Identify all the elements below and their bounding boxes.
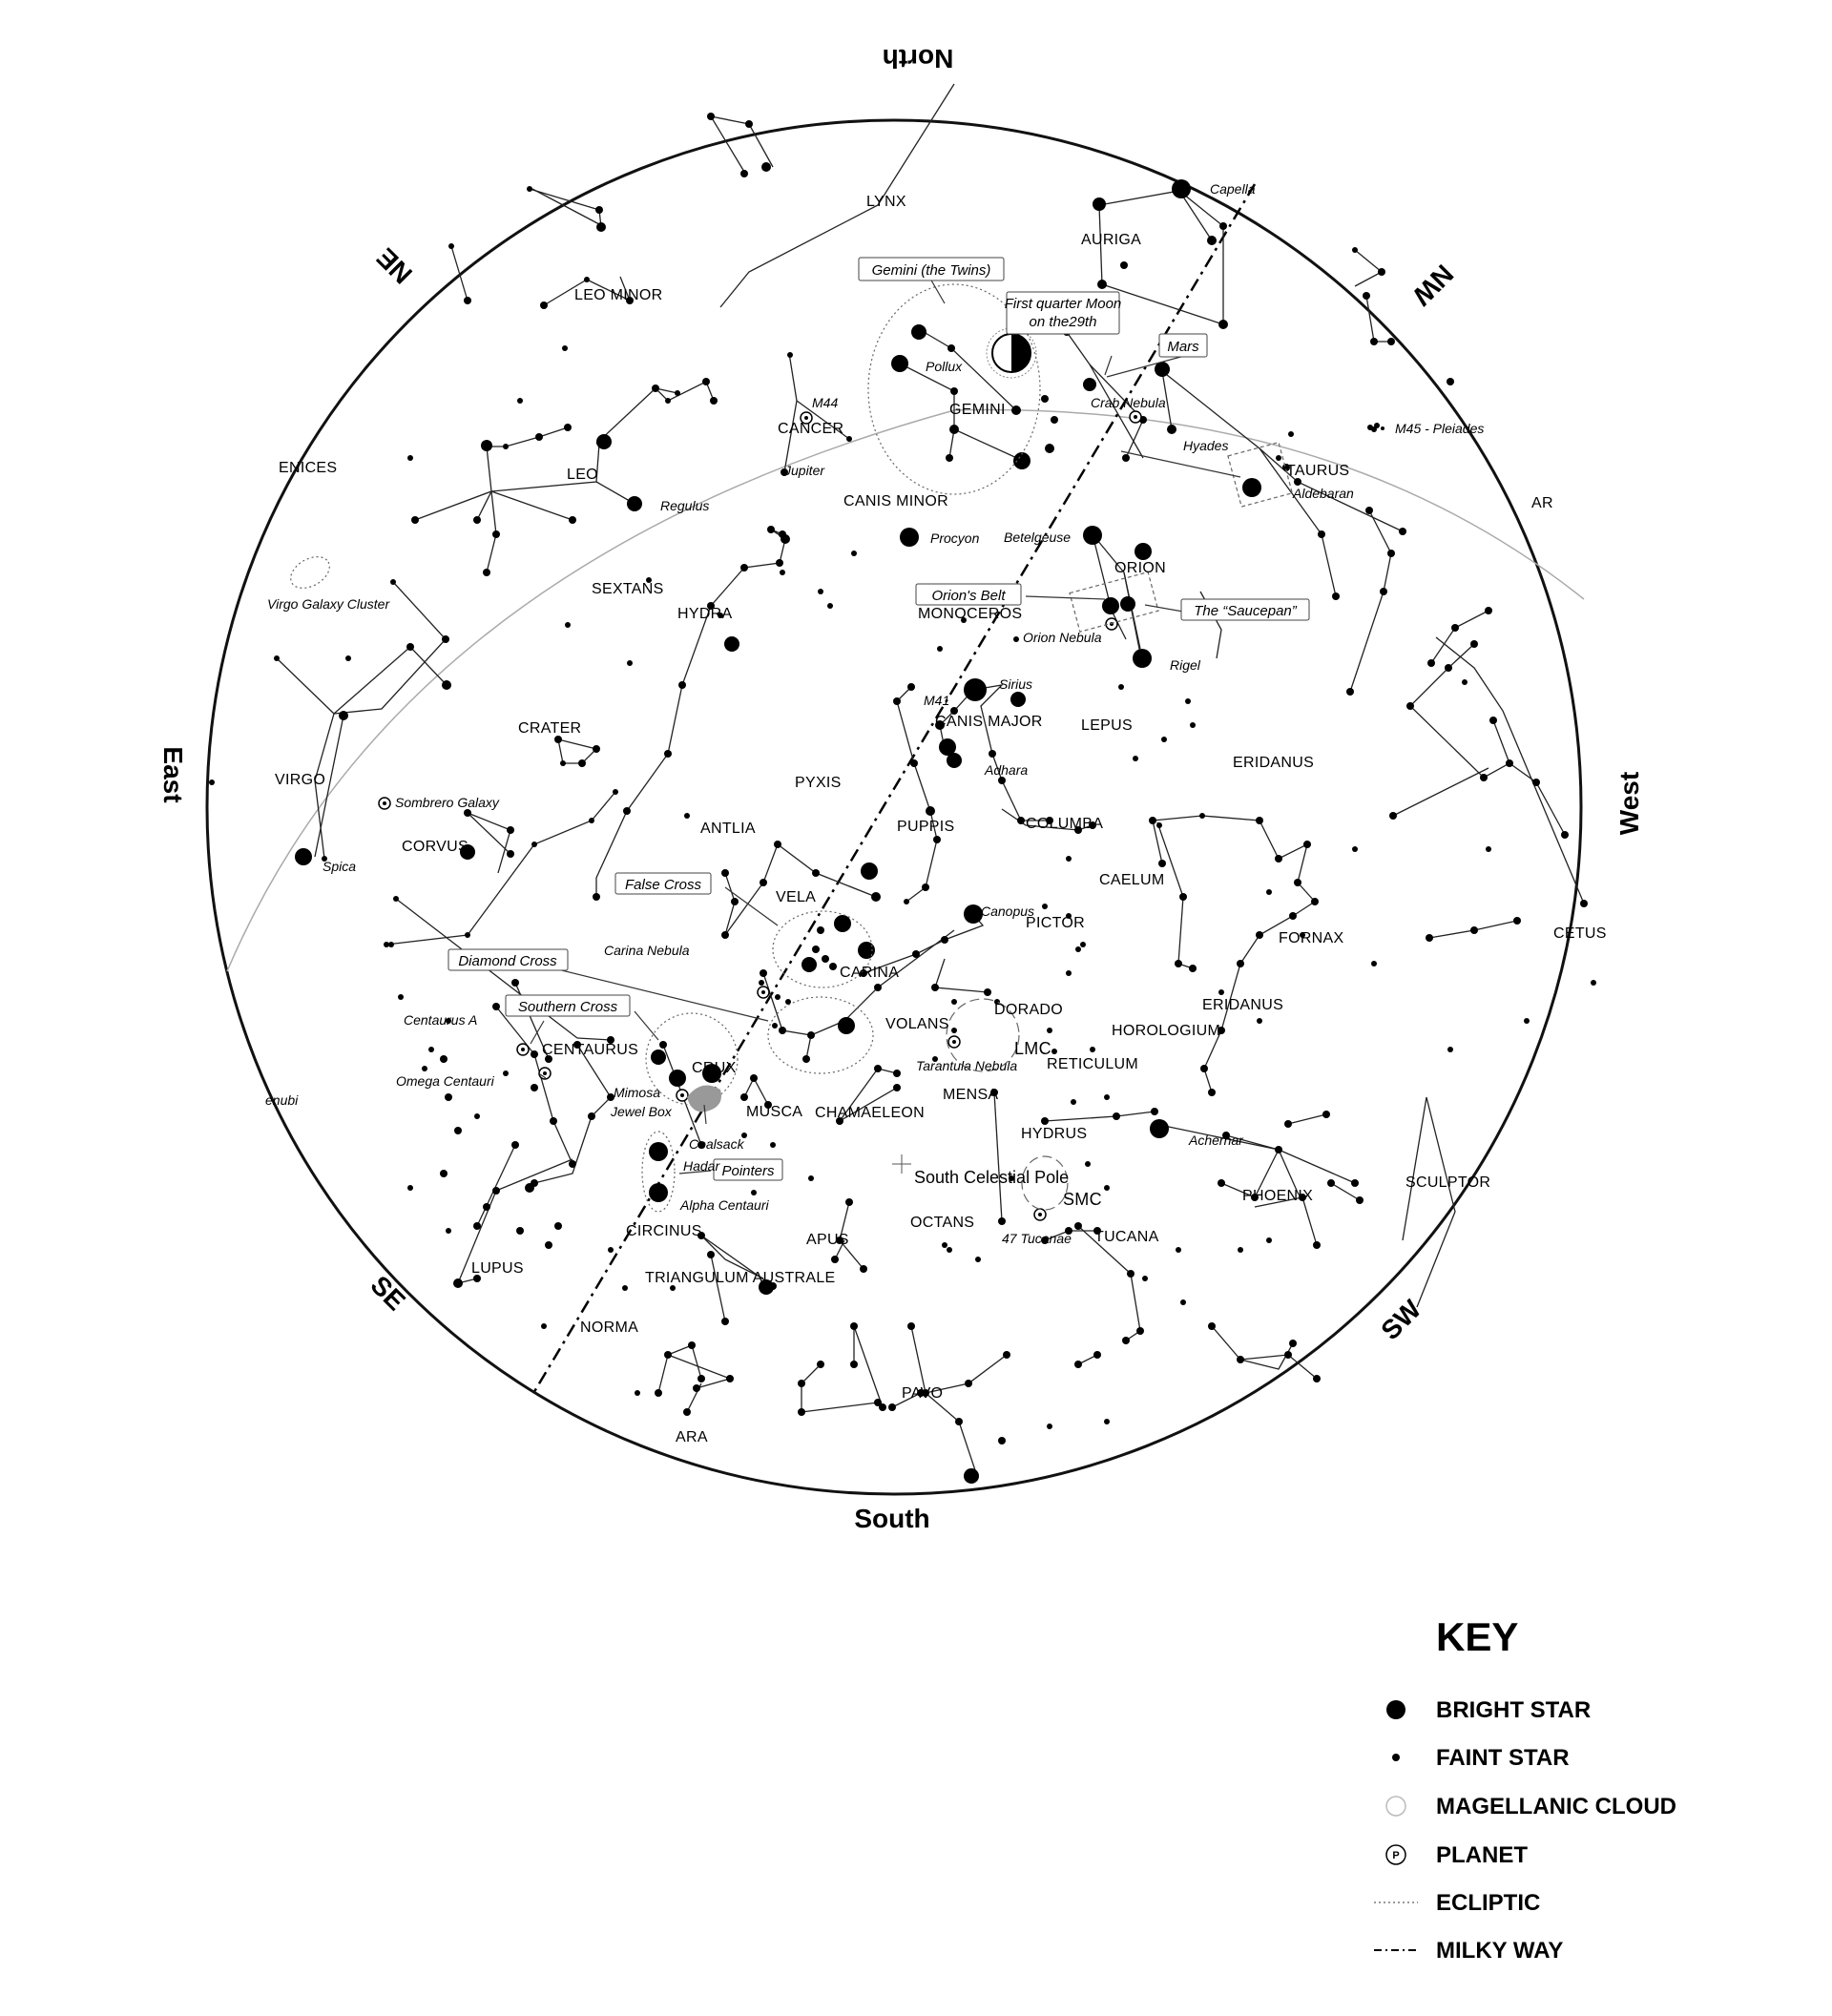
label-antlia: ANTLIA	[700, 821, 756, 837]
callout-pointers: Pointers	[721, 1163, 775, 1179]
object-labels	[265, 181, 1484, 1246]
label-south-celestial-pole: South Celestial Pole	[914, 1168, 1070, 1187]
bright-stars	[295, 179, 1261, 1484]
label-capella: Capella	[1210, 181, 1256, 197]
label-chamaeleon: CHAMAELEON	[815, 1105, 926, 1121]
label-triangulum-australe: TRIANGULUM AUSTRALE	[645, 1270, 836, 1286]
label-aldebaran: Aldebaran	[1293, 486, 1354, 501]
key-title: KEY	[1436, 1614, 1519, 1659]
label-crater: CRATER	[518, 720, 582, 737]
label-rigel: Rigel	[1170, 657, 1200, 673]
label-mensa: MENSA	[943, 1087, 999, 1103]
callout-orions-belt: Orion's Belt	[931, 588, 1006, 604]
label-leo-minor: LEO MINOR	[574, 287, 663, 303]
label-lmc: LMC	[1014, 1039, 1051, 1058]
label-hydra: HYDRA	[677, 606, 733, 622]
label-apus: APUS	[806, 1232, 849, 1248]
callout-southern-cross: Southern Cross	[517, 999, 618, 1015]
key-legend	[1374, 1614, 1676, 1964]
callout-mars: Mars	[1167, 339, 1199, 355]
label-ara: ARA	[676, 1429, 708, 1445]
label-jupiter: Jupiter	[784, 463, 825, 478]
label-canis-minor: CANIS MINOR	[843, 493, 948, 509]
moon-icon	[987, 328, 1036, 378]
label-carina: CARINA	[840, 965, 900, 981]
key-label-magellanic-cloud: MAGELLANIC CLOUD	[1436, 1794, 1676, 1819]
label-puppis: PUPPIS	[897, 819, 955, 835]
label-coalsack: Coalsack	[689, 1136, 744, 1152]
label-crux: CRUX	[692, 1060, 737, 1076]
label-47-tucanae: 47 Tucanae	[1002, 1231, 1072, 1246]
label-hadar: Hadar	[683, 1158, 720, 1174]
label-m45: M45 - Pleiades	[1395, 421, 1485, 436]
ne-label: NE	[370, 242, 418, 290]
label-vela: VELA	[776, 889, 817, 905]
nw-label: NW	[1406, 259, 1460, 312]
label-horologium: HOROLOGIUM	[1112, 1023, 1221, 1039]
label-auriga: AURIGA	[1081, 232, 1142, 248]
label-centaurus: CENTAURUS	[542, 1042, 639, 1058]
label-betelgeuse: Betelgeuse	[1004, 530, 1072, 545]
label-dorado: DORADO	[994, 1002, 1064, 1018]
south-pole-cross	[892, 1154, 911, 1174]
label-sombrero: Sombrero Galaxy	[395, 795, 499, 810]
key-label-ecliptic: ECLIPTIC	[1436, 1890, 1541, 1916]
label-eridanus-2: ERIDANUS	[1202, 997, 1284, 1013]
label-norma: NORMA	[580, 1320, 639, 1336]
label-corvus: CORVUS	[402, 839, 468, 855]
label-reticulum: RETICULUM	[1047, 1056, 1139, 1072]
label-sextans: SEXTANS	[592, 581, 664, 597]
label-tarantula: Tarantula Nebula	[916, 1058, 1018, 1073]
label-phoenix: PHOENIX	[1242, 1188, 1314, 1204]
label-tucana: TUCANA	[1094, 1229, 1159, 1245]
svg-text:P: P	[1392, 1850, 1400, 1861]
key-label-faint-star: FAINT STAR	[1436, 1745, 1570, 1771]
key-faint-star-icon	[1392, 1754, 1400, 1761]
label-octans: OCTANS	[910, 1215, 975, 1231]
key-label-milky-way: MILKY WAY	[1436, 1938, 1564, 1964]
label-pavo: PAVO	[902, 1385, 944, 1402]
east-label: East	[158, 746, 188, 803]
label-m44: M44	[812, 395, 839, 410]
label-canopus: Canopus	[981, 904, 1035, 919]
label-hyades: Hyades	[1183, 438, 1229, 453]
callout-moon-line2: on the29th	[1029, 314, 1097, 330]
label-cancer: CANCER	[778, 421, 844, 437]
label-centaurus-a: Centaurus A	[404, 1012, 478, 1028]
label-fornax: FORNAX	[1279, 930, 1344, 946]
callout-false-cross: False Cross	[624, 877, 702, 893]
label-aries: AR	[1531, 495, 1553, 511]
label-berenices: ENICES	[279, 460, 338, 476]
label-adhara: Adhara	[985, 762, 1029, 778]
label-enubi: enubi	[265, 1092, 299, 1108]
label-volans: VOLANS	[885, 1016, 949, 1032]
label-columba: COLUMBA	[1026, 816, 1104, 832]
label-lepus: LEPUS	[1081, 717, 1133, 734]
label-taurus: TAURUS	[1286, 463, 1350, 479]
label-caelum: CAELUM	[1099, 872, 1165, 888]
label-gemini: GEMINI	[949, 402, 1006, 418]
key-magellanic-cloud-icon	[1386, 1797, 1405, 1816]
callout-gemini: Gemini (the Twins)	[871, 262, 991, 279]
label-orion-nebula: Orion Nebula	[1023, 630, 1102, 645]
label-cetus: CETUS	[1553, 925, 1607, 942]
label-pictor: PICTOR	[1026, 915, 1085, 931]
label-pyxis: PYXIS	[795, 775, 842, 791]
sw-label: SW	[1375, 1294, 1427, 1346]
label-virgo: VIRGO	[275, 772, 326, 788]
label-lupus: LUPUS	[471, 1260, 524, 1277]
label-regulus: Regulus	[660, 498, 710, 513]
west-label: West	[1614, 771, 1644, 836]
label-lynx: LYNX	[866, 194, 906, 210]
label-jewel-box: Jewel Box	[611, 1104, 672, 1119]
label-smc: SMC	[1063, 1190, 1102, 1209]
label-monoceros: MONOCEROS	[918, 606, 1023, 622]
callout-saucepan: The “Saucepan”	[1194, 603, 1297, 619]
callout-moon-line1: First quarter Moon	[1004, 296, 1122, 312]
north-label: North	[882, 44, 954, 73]
label-pollux: Pollux	[926, 359, 963, 374]
callout-diamond-cross: Diamond Cross	[458, 953, 557, 969]
label-achernar: Achernar	[1189, 1133, 1243, 1148]
label-mimosa: Mimosa	[614, 1085, 661, 1100]
key-planet-icon	[1386, 1845, 1405, 1864]
label-eridanus: ERIDANUS	[1233, 755, 1315, 771]
label-virgo-cluster: Virgo Galaxy Cluster	[267, 596, 390, 612]
label-sirius: Sirius	[999, 676, 1033, 692]
key-bright-star-icon	[1386, 1700, 1405, 1719]
south-label: South	[854, 1504, 930, 1533]
label-spica: Spica	[323, 859, 357, 874]
label-hydrus: HYDRUS	[1021, 1126, 1088, 1142]
label-circinus: CIRCINUS	[626, 1223, 702, 1239]
label-leo: LEO	[567, 467, 598, 483]
label-musca: MUSCA	[746, 1104, 803, 1120]
key-label-bright-star: BRIGHT STAR	[1436, 1697, 1592, 1723]
label-sculptor: SCULPTOR	[1405, 1174, 1491, 1191]
label-orion: ORION	[1114, 560, 1166, 576]
se-label: SE	[364, 1270, 411, 1317]
label-crab-nebula: Crab Nebula	[1091, 395, 1166, 410]
label-omega-centauri: Omega Centauri	[396, 1073, 494, 1089]
label-m41: M41	[924, 693, 950, 708]
label-canis-major: CANIS MAJOR	[935, 714, 1043, 730]
key-label-planet: PLANET	[1436, 1842, 1528, 1868]
label-procyon: Procyon	[930, 530, 980, 546]
label-alpha-centauri: Alpha Centauri	[680, 1197, 769, 1213]
label-carina-nebula: Carina Nebula	[604, 943, 690, 958]
